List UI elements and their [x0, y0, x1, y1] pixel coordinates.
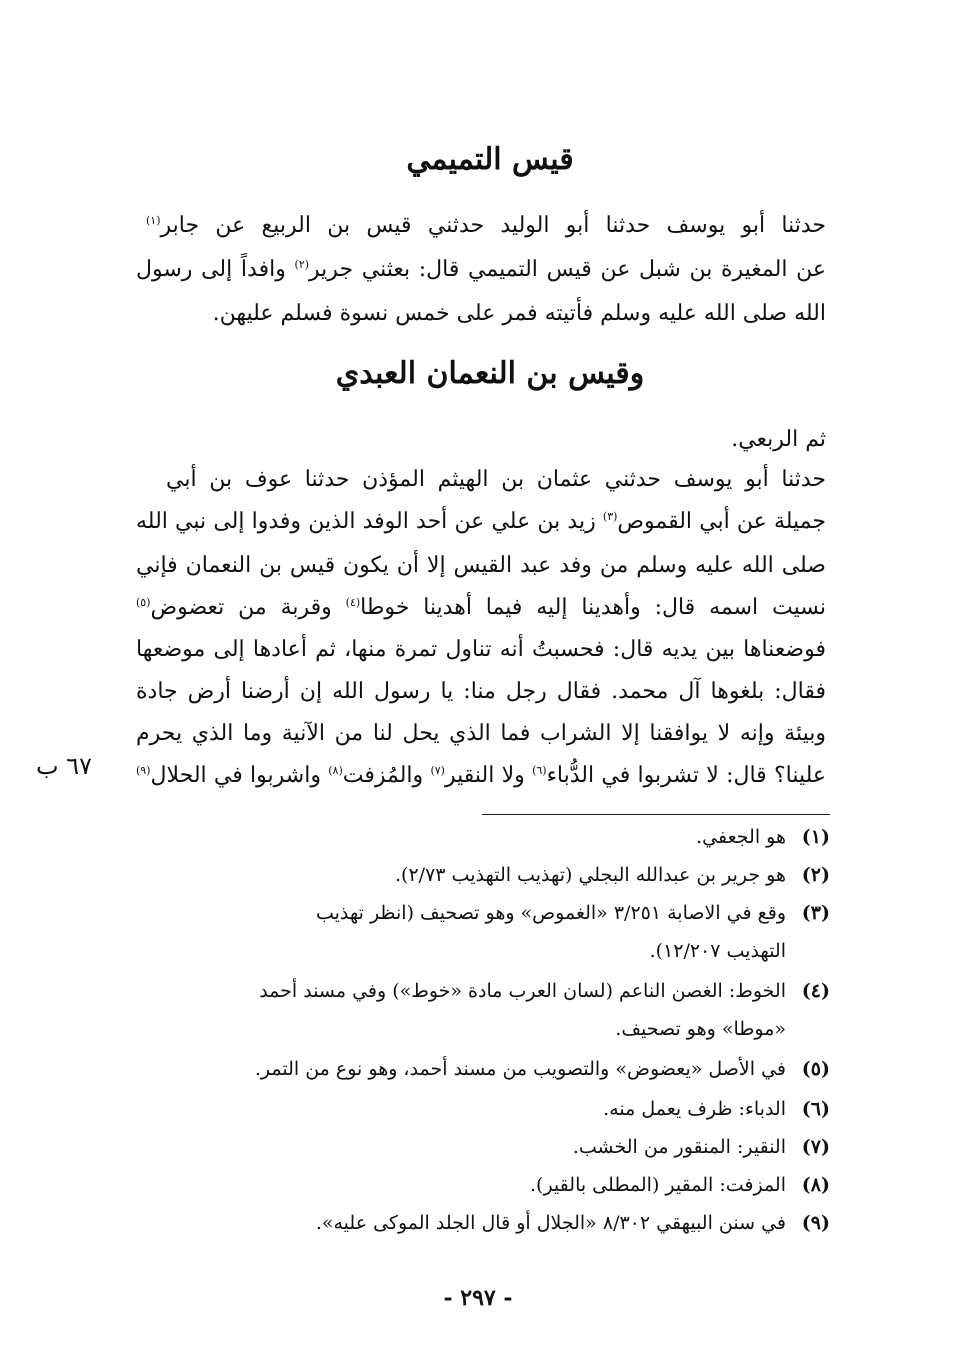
footnote: (٣)وقع في الاصابة ٣/٢٥١ «الغموص» وهو تصحيف (انظر تهذيب التهذيب ١٢/٢٠٧).: [315, 902, 830, 962]
footnote: (٨)المزفت: المقير (المطلى بالقير).: [530, 1174, 830, 1196]
footnote: (١)هو الجعفي.: [696, 826, 830, 848]
footnote-ref: (١): [146, 214, 161, 227]
footnote: (٤)الخوط: الغصن الناعم (لسان العرب مادة «خوط») وفي مسند أحمد «موطا» وهو تصحيف.: [259, 980, 830, 1040]
footnote-ref: (٨): [328, 764, 343, 777]
footnote-ref: (٥): [136, 596, 151, 609]
footnote-ref: (٢): [294, 258, 310, 271]
footnote: (٧)النقير: المنقور من الخشب.: [572, 1136, 830, 1158]
text-line: نسيت اسمه قال: وأهدينا إليه فيما أهدينا خوطا$^{(٤)}$ وقربة من تعضوض$^{(٥)}$: [136, 595, 826, 620]
text-line: فوضعناها بين يديه قال: فحسبتُ أنه تناول تمرة منها، ثم أعادها إلى موضعها: [136, 637, 826, 662]
text-line: جميلة عن أبي القموص$^{(٣)}$ زيد بن علي عن أحد الوفد الذين وفدوا إلى نبي الله: [136, 509, 826, 534]
footnote-separator: [482, 814, 830, 815]
text-line: الله صلى الله عليه وسلم فأتيته فمر على خمس نسوة فسلم عليهن.: [212, 301, 826, 326]
footnote: (٥)في الأصل «يعضوض» والتصويب من مسند أحمد، وهو نوع من التمر.: [254, 1058, 830, 1080]
footnote-ref: (٤): [345, 596, 361, 609]
text-line: حدثنا أبو يوسف حدثنا أبو الوليد حدثني قيس بن الربيع عن جابر$^{(١)}$: [146, 213, 826, 238]
footnote-ref: (٧): [430, 764, 445, 777]
footnote-ref: (٦): [532, 764, 547, 777]
footnote-ref: (٩): [136, 764, 151, 777]
text-line: فقال: بلغوها آل محمد. فقال رجل منا: يا رسول الله إن أرضنا أرض جادة: [136, 679, 826, 704]
text-line: حدثنا أبو يوسف حدثني عثمان بن الهيثم المؤذن حدثنا عوف بن أبي: [166, 467, 826, 492]
manuscript-folio-note: ٦٧ ب: [36, 752, 93, 780]
text-line: علينا؟ قال: لا تشربوا في الدُّباء$^{(٦)}$ ولا النقير$^{(٧)}$ والمُزفت$^{(٨)}$ واشربوا في الحلال$^{(٩)}$: [136, 763, 827, 788]
text-line: صلى الله عليه وسلم من وفد عبد القيس إلا أن يكون قيس بن النعمان فإني: [136, 553, 826, 578]
text-line: ثم الربعي.: [731, 427, 826, 452]
footnote: (٩)في سنن البيهقي ٨/٣٠٢ «الجلال أو قال الجلد الموكى عليه».: [315, 1212, 830, 1234]
footnote-ref: (٣): [602, 510, 618, 523]
section-heading-qays-numan: وقيس بن النعمان العبدي: [335, 356, 645, 391]
page-number: - ٢٩٧ -: [443, 1285, 513, 1311]
section-heading-qays-tamimi: قيس التميمي: [406, 142, 574, 177]
footnote: (٢)هو جرير بن عبدالله البجلي (تهذيب التهذيب ٢/٧٣).: [395, 864, 830, 886]
text-line: عن المغيرة بن شبل عن قيس التميمي قال: بعثني جرير$^{(٢)}$ وافداً إلى رسول: [136, 257, 827, 282]
footnote: (٦)الدباء: ظرف يعمل منه.: [603, 1098, 830, 1120]
text-line: وبيئة وإنه لا يوافقنا إلا الشراب فما الذي يحل لنا من الآنية وما الذي يحرم: [136, 721, 826, 746]
